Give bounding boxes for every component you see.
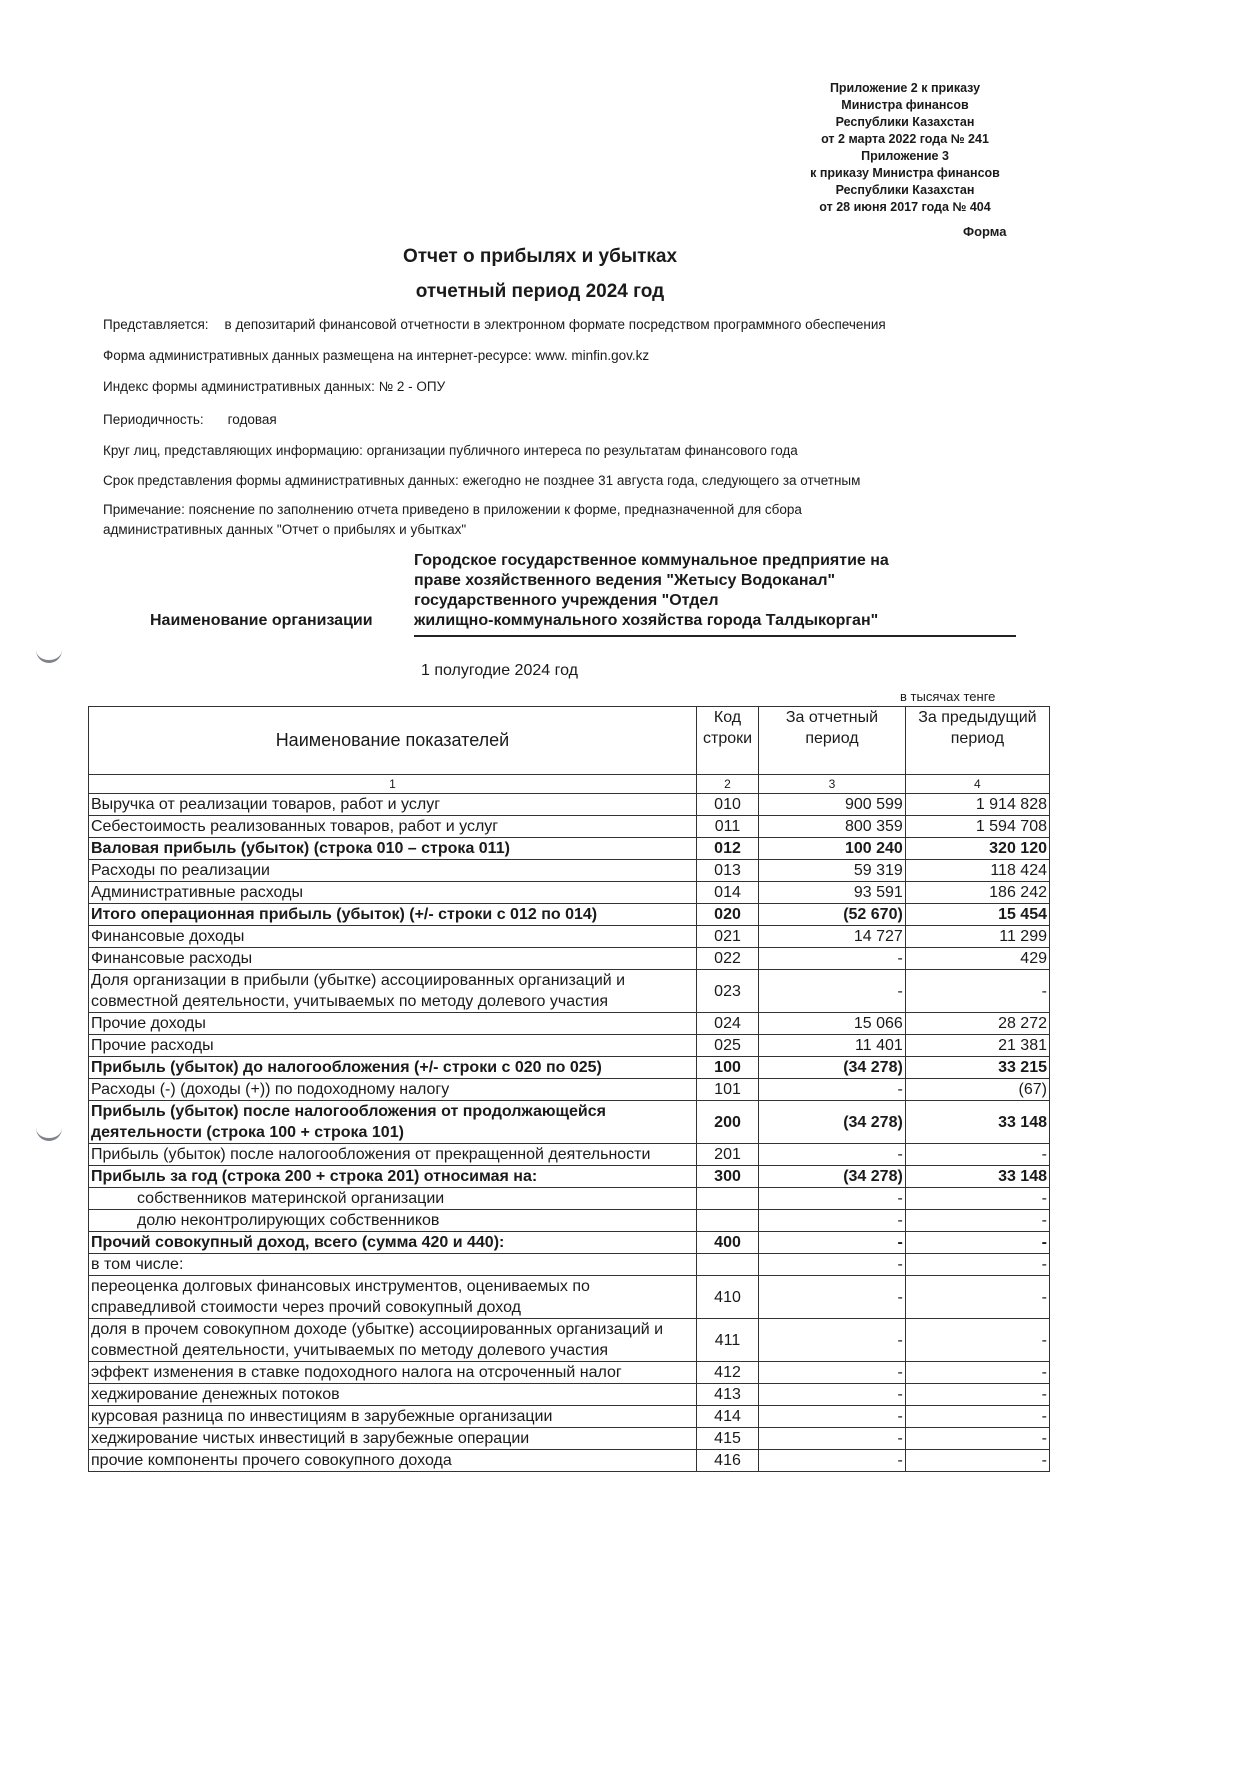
row-previous-value: 320 120 — [905, 838, 1049, 860]
table-row — [89, 1144, 1050, 1166]
row-code: 412 — [696, 1362, 758, 1384]
row-code: 023 — [696, 970, 758, 1013]
table-row — [89, 1188, 1050, 1210]
row-current-value: - — [759, 1384, 906, 1406]
appendix-line: Приложение 2 к приказу — [829, 81, 981, 95]
row-name: курсовая разница по инвестициям в зарубежные организации — [89, 1406, 697, 1428]
note-line-2: административных данных "Отчет о прибылях и убытках" — [103, 522, 467, 537]
submitted-to — [103, 315, 886, 335]
organization-label: Наименование организации — [150, 612, 373, 629]
row-code: 022 — [696, 948, 758, 970]
appendix-line: от 2 марта 2022 года № 241 — [821, 132, 989, 146]
row-current-value: (52 670) — [759, 904, 906, 926]
row-code: 025 — [696, 1035, 758, 1057]
row-code: 011 — [696, 816, 758, 838]
row-current-value: 15 066 — [759, 1013, 906, 1035]
row-previous-value: - — [905, 1232, 1049, 1254]
note-line-1: Примечание: пояснение по заполнению отчета приведено в приложении к форме, предназначенной для сбора — [103, 502, 802, 517]
appendix-line: Приложение 3 — [861, 149, 949, 163]
table-row — [89, 926, 1050, 948]
row-current-value: 800 359 — [759, 816, 906, 838]
row-name: Прибыль (убыток) после налогообложения от прекращенной деятельности — [89, 1144, 697, 1166]
table-row — [89, 1428, 1050, 1450]
row-name: Себестоимость реализованных товаров, работ и услуг — [89, 816, 697, 838]
row-code — [696, 1254, 758, 1276]
row-code: 415 — [696, 1428, 758, 1450]
header-name: Наименование показателей — [89, 707, 697, 775]
table-row — [89, 1057, 1050, 1079]
row-current-value: - — [759, 1276, 906, 1319]
row-code: 014 — [696, 882, 758, 904]
row-previous-value: - — [905, 1319, 1049, 1362]
row-previous-value: (67) — [905, 1079, 1049, 1101]
row-current-value: - — [759, 1079, 906, 1101]
row-previous-value: 186 242 — [905, 882, 1049, 904]
row-name: Расходы по реализации — [89, 860, 697, 882]
row-previous-value: - — [905, 1144, 1049, 1166]
row-name: Прочие доходы — [89, 1013, 697, 1035]
submitted-label: Представляется: — [103, 317, 209, 332]
row-current-value: 100 240 — [759, 838, 906, 860]
row-code — [696, 1210, 758, 1232]
row-previous-value: - — [905, 1406, 1049, 1428]
row-name: Прибыль за год (строка 200 + строка 201) относимая на: — [89, 1166, 697, 1188]
table-row — [89, 1079, 1050, 1101]
row-code: 020 — [696, 904, 758, 926]
row-current-value: - — [759, 1254, 906, 1276]
appendix-line: Республики Казахстан — [835, 183, 975, 197]
header-previous: За предыдущий период — [905, 707, 1049, 775]
row-previous-value: - — [905, 1384, 1049, 1406]
row-name: эффект изменения в ставке подоходного налога на отсроченный налог — [89, 1362, 697, 1384]
row-previous-value: - — [905, 1276, 1049, 1319]
row-previous-value: - — [905, 970, 1049, 1013]
row-name: в том числе: — [89, 1254, 697, 1276]
table-row — [89, 860, 1050, 882]
row-name: Итого операционная прибыль (убыток) (+/- строки с 012 по 014) — [89, 904, 697, 926]
column-number: 2 — [696, 775, 758, 794]
row-current-value: 93 591 — [759, 882, 906, 904]
row-name: Расходы (-) (доходы (+)) по подоходному налогу — [89, 1079, 697, 1101]
appendix-line: от 28 июня 2017 года № 404 — [819, 200, 991, 214]
row-previous-value: - — [905, 1254, 1049, 1276]
table-row — [89, 794, 1050, 816]
row-previous-value: - — [905, 1210, 1049, 1232]
row-previous-value: 28 272 — [905, 1013, 1049, 1035]
row-code: 201 — [696, 1144, 758, 1166]
table-row — [89, 1013, 1050, 1035]
row-current-value: 11 401 — [759, 1035, 906, 1057]
row-previous-value: 21 381 — [905, 1035, 1049, 1057]
row-code: 414 — [696, 1406, 758, 1428]
row-previous-value: - — [905, 1450, 1049, 1472]
row-code: 411 — [696, 1319, 758, 1362]
row-code: 101 — [696, 1079, 758, 1101]
row-current-value: - — [759, 1210, 906, 1232]
table-row — [89, 948, 1050, 970]
report-period-title: отчетный период 2024 год — [415, 281, 665, 302]
respondents: Круг лиц, представляющих информацию: организации публичного интереса по результатам финансового года — [103, 443, 798, 458]
table-row — [89, 970, 1050, 1013]
table-row — [89, 1362, 1050, 1384]
row-current-value: - — [759, 1188, 906, 1210]
row-code: 410 — [696, 1276, 758, 1319]
row-code: 010 — [696, 794, 758, 816]
periodicity-value: годовая — [227, 412, 277, 427]
row-previous-value: 429 — [905, 948, 1049, 970]
row-name: Прочие расходы — [89, 1035, 697, 1057]
row-current-value: - — [759, 1232, 906, 1254]
organization-name — [414, 551, 1016, 631]
report-title: Отчет о прибылях и убытках — [402, 246, 678, 267]
row-current-value: 59 319 — [759, 860, 906, 882]
row-name: Финансовые доходы — [89, 926, 697, 948]
row-code: 100 — [696, 1057, 758, 1079]
form-label: Форма — [963, 224, 1007, 239]
row-code: 416 — [696, 1450, 758, 1472]
header-current: За отчетный период — [759, 707, 906, 775]
table-row — [89, 1035, 1050, 1057]
row-previous-value: 33 148 — [905, 1101, 1049, 1144]
table-row — [89, 1384, 1050, 1406]
table-header-row — [89, 707, 1050, 775]
row-name: хеджирование чистых инвестиций в зарубежные операции — [89, 1428, 697, 1450]
row-name: собственников материнской организации — [89, 1188, 697, 1210]
row-previous-value: 33 215 — [905, 1057, 1049, 1079]
table-body — [89, 794, 1050, 1472]
row-name: хеджирование денежных потоков — [89, 1384, 697, 1406]
organization-name-line: праве хозяйственного ведения "Жетысу Водоканал" — [414, 572, 836, 589]
row-name: прочие компоненты прочего совокупного дохода — [89, 1450, 697, 1472]
row-code: 024 — [696, 1013, 758, 1035]
organization-name-line: жилищно-коммунального хозяйства города Талдыкорган" — [414, 612, 879, 629]
table-row — [89, 1101, 1050, 1144]
row-current-value: - — [759, 1144, 906, 1166]
table-row — [89, 1276, 1050, 1319]
row-name: Прибыль (убыток) после налогообложения от продолжающейся деятельности (строка 100 + строка 101) — [89, 1101, 697, 1144]
deadline: Срок представления формы административных данных: ежегодно не позднее 31 августа года, следующего за отчетным — [103, 473, 861, 488]
row-current-value: - — [759, 1428, 906, 1450]
table-row — [89, 1166, 1050, 1188]
punch-hole-mark — [36, 640, 62, 663]
table-row — [89, 1406, 1050, 1428]
row-name: Прибыль (убыток) до налогообложения (+/- строки с 020 по 025) — [89, 1057, 697, 1079]
row-current-value: (34 278) — [759, 1057, 906, 1079]
row-current-value: - — [759, 1450, 906, 1472]
row-previous-value: - — [905, 1188, 1049, 1210]
column-number: 1 — [89, 775, 697, 794]
header-code: Код строки — [696, 707, 758, 775]
row-name: Доля организации в прибыли (убытке) ассоциированных организаций и совместной деятельности, учитываемых по методу долевого участия — [89, 970, 697, 1013]
organization-underline — [414, 635, 1016, 637]
organization-name-line: государственного учреждения "Отдел — [414, 592, 719, 609]
appendix-line: к приказу Министра финансов — [810, 166, 1000, 180]
row-code: 012 — [696, 838, 758, 860]
row-current-value: - — [759, 1406, 906, 1428]
row-previous-value: 33 148 — [905, 1166, 1049, 1188]
appendix-block — [790, 80, 1020, 216]
table-column-numbers — [89, 775, 1050, 794]
reporting-period: 1 полугодие 2024 год — [421, 662, 578, 679]
row-name: доля в прочем совокупном доходе (убытке) ассоциированных организаций и совместной деятельности, учитываемых по методу долевого участия — [89, 1319, 697, 1362]
units-label: в тысячах тенге — [900, 689, 996, 704]
punch-hole-mark — [36, 1118, 62, 1141]
table-row — [89, 904, 1050, 926]
row-current-value: - — [759, 948, 906, 970]
row-previous-value: 118 424 — [905, 860, 1049, 882]
row-current-value: 14 727 — [759, 926, 906, 948]
row-name: Выручка от реализации товаров, работ и услуг — [89, 794, 697, 816]
row-code: 021 — [696, 926, 758, 948]
appendix-line: Республики Казахстан — [835, 115, 975, 129]
appendix-line: Министра финансов — [841, 98, 969, 112]
table-row — [89, 1210, 1050, 1232]
table-row — [89, 838, 1050, 860]
table-row — [89, 1450, 1050, 1472]
row-current-value: - — [759, 1319, 906, 1362]
row-name: Валовая прибыль (убыток) (строка 010 – строка 011) — [89, 838, 697, 860]
row-name: Административные расходы — [89, 882, 697, 904]
income-statement-table — [88, 706, 1050, 1472]
row-name: Прочий совокупный доход, всего (сумма 420 и 440): — [89, 1232, 697, 1254]
row-name: Финансовые расходы — [89, 948, 697, 970]
row-previous-value: - — [905, 1362, 1049, 1384]
organization-name-line: Городское государственное коммунальное предприятие на — [414, 552, 889, 569]
row-previous-value: 15 454 — [905, 904, 1049, 926]
column-number: 4 — [905, 775, 1049, 794]
row-current-value: (34 278) — [759, 1101, 906, 1144]
row-code: 413 — [696, 1384, 758, 1406]
row-code — [696, 1188, 758, 1210]
row-previous-value: - — [905, 1428, 1049, 1450]
table-row — [89, 1254, 1050, 1276]
row-current-value: 900 599 — [759, 794, 906, 816]
row-code: 300 — [696, 1166, 758, 1188]
table-row — [89, 1232, 1050, 1254]
row-current-value: (34 278) — [759, 1166, 906, 1188]
row-previous-value: 11 299 — [905, 926, 1049, 948]
form-index: Индекс формы административных данных: № 2 - ОПУ — [103, 379, 446, 394]
row-code: 013 — [696, 860, 758, 882]
table-row — [89, 882, 1050, 904]
row-name: долю неконтролирующих собственников — [89, 1210, 697, 1232]
row-code: 400 — [696, 1232, 758, 1254]
periodicity — [103, 410, 277, 430]
row-current-value: - — [759, 1362, 906, 1384]
table-row — [89, 1319, 1050, 1362]
row-previous-value: 1 594 708 — [905, 816, 1049, 838]
row-current-value: - — [759, 970, 906, 1013]
table-row — [89, 816, 1050, 838]
row-name: переоценка долговых финансовых инструментов, оцениваемых по справедливой стоимости через прочий совокупный доход — [89, 1276, 697, 1319]
row-previous-value: 1 914 828 — [905, 794, 1049, 816]
posted-info: Форма административных данных размещена на интернет-ресурсе: www. minfin.gov.kz — [103, 348, 650, 363]
column-number: 3 — [759, 775, 906, 794]
submitted-value: в депозитарий финансовой отчетности в электронном формате посредством программного обеспечения — [224, 317, 886, 332]
periodicity-label: Периодичность: — [103, 412, 204, 427]
row-code: 200 — [696, 1101, 758, 1144]
